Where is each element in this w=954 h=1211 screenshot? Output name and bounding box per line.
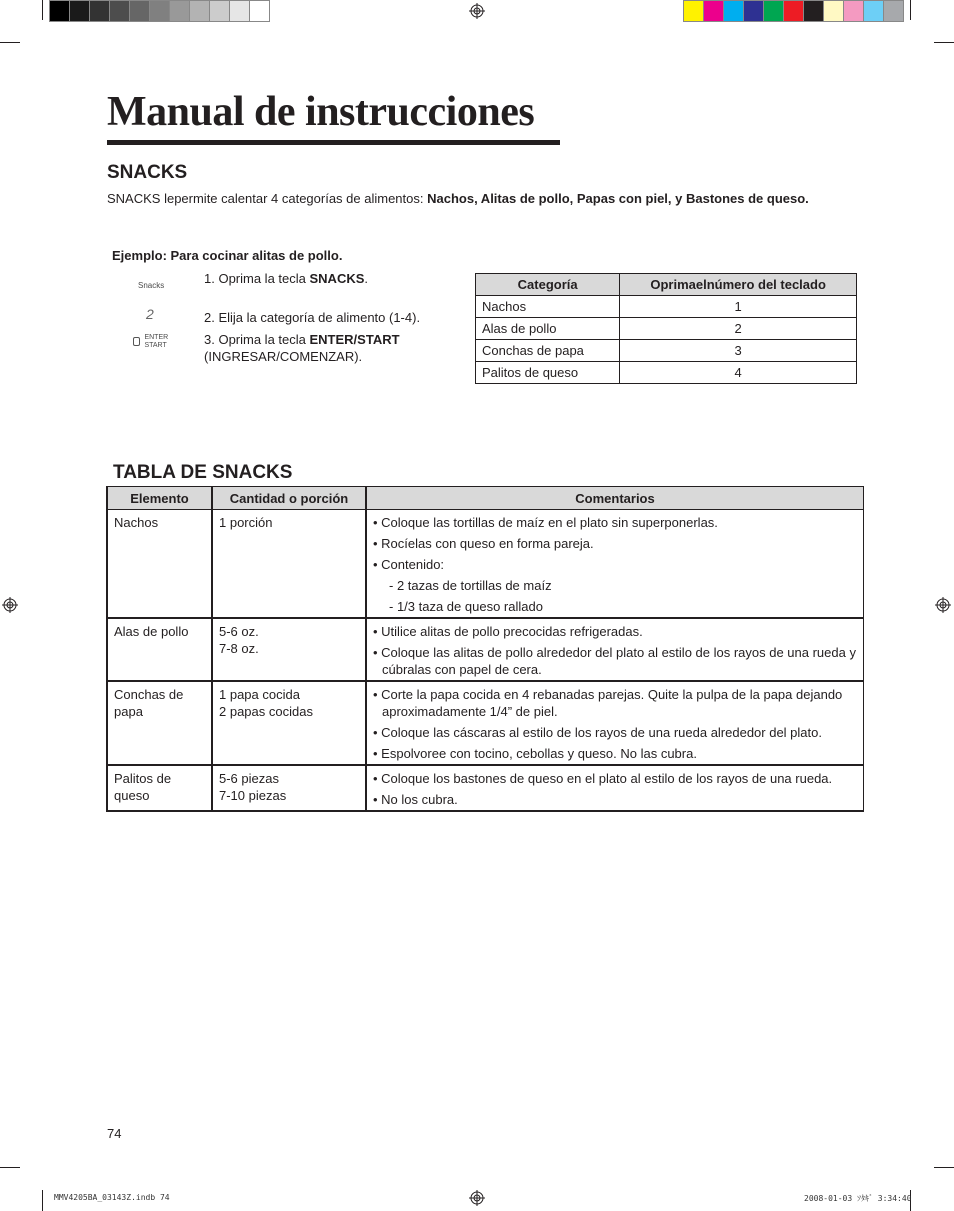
step-1-end: .: [364, 271, 369, 286]
category-cell: Conchas de papa: [476, 340, 620, 362]
crop-mark: [42, 0, 43, 20]
comment-line: • Corte la papa cocida en 4 rebanadas parejas. Quite la pulpa de la papa dejando aproximadamente 1/4” de piel.: [373, 687, 843, 719]
amount-cell: [212, 510, 366, 619]
amount-value: 7-10 piezas: [219, 788, 287, 803]
enter-start-key-icon: [133, 334, 168, 352]
category-cell: Nachos: [476, 296, 620, 318]
table-row: [107, 681, 864, 765]
color-swatch: [843, 0, 864, 22]
comment-line: • Utilice alitas de pollo precocidas refrigeradas.: [373, 624, 643, 639]
step-1-text: 1. Oprima la tecla: [204, 271, 310, 286]
crop-mark: [42, 1190, 43, 1211]
number-cell: 2: [620, 318, 857, 340]
amount-cell: [212, 618, 366, 681]
snacks-key-icon: Snacks: [138, 281, 165, 290]
category-header: Categoría: [476, 274, 620, 296]
comment-sub-line: - 1/3 taza de queso rallado: [389, 599, 543, 614]
table-row: [476, 362, 857, 384]
color-swatch: [109, 0, 130, 22]
comment-line: • Coloque las alitas de pollo alrededor del plato al estilo de los rayos de una rueda y cúbralas con papel de cera.: [373, 645, 856, 677]
page-title: Manual de instrucciones: [107, 89, 535, 135]
number-cell: 4: [620, 362, 857, 384]
example-label: Ejemplo: Para cocinar alitas de pollo.: [112, 248, 343, 263]
enter-label: ENTER: [144, 334, 169, 341]
color-swatch: [883, 0, 904, 22]
comment-line: • Contenido:: [373, 557, 445, 572]
item-cell: Palitos de queso: [107, 765, 212, 811]
snacks-intro-categories: Nachos, Alitas de pollo, Papas con piel, y Bastones de queso.: [427, 191, 809, 206]
number-cell: 3: [620, 340, 857, 362]
item-header: Elemento: [107, 487, 212, 510]
color-swatch: [863, 0, 884, 22]
color-swatch: [743, 0, 764, 22]
table-row: [476, 296, 857, 318]
comments-cell: [366, 681, 864, 765]
color-swatch: [683, 0, 704, 22]
registration-mark-icon: [2, 597, 18, 613]
snacks-heading: SNACKS: [107, 162, 188, 183]
keypad-number-header: Oprimaelnúmero del teclado: [620, 274, 857, 296]
step-3: [204, 331, 400, 365]
amount-cell: [212, 681, 366, 765]
table-row: [107, 510, 864, 619]
step-3-line-2: (INGRESAR/COMENZAR).: [204, 349, 363, 364]
item-cell: Conchas de papa: [107, 681, 212, 765]
table-row: [476, 340, 857, 362]
color-swatch: [703, 0, 724, 22]
category-cell: Palitos de queso: [476, 362, 620, 384]
table-row: [476, 318, 857, 340]
category-cell: Alas de pollo: [476, 318, 620, 340]
color-swatch: [763, 0, 784, 22]
crop-mark: [910, 0, 911, 20]
color-swatch: [803, 0, 824, 22]
category-table: [475, 273, 857, 384]
color-swatch: [49, 0, 70, 22]
table-row: [107, 765, 864, 811]
amount-value: 5-6 oz.: [219, 624, 259, 639]
comments-cell: [366, 618, 864, 681]
comment-line: • Espolvoree con tocino, cebollas y queso. No las cubra.: [373, 746, 697, 761]
color-swatch: [69, 0, 90, 22]
footer-timestamp: 2008-01-03 ｿﾀｷﾞ 3:34:40: [804, 1194, 912, 1203]
comments-cell: [366, 510, 864, 619]
comment-line: • Coloque los bastones de queso en el plato al estilo de los rayos de una rueda.: [373, 771, 833, 786]
registration-mark-icon: [935, 597, 951, 613]
number-cell: 1: [620, 296, 857, 318]
color-swatch: [149, 0, 170, 22]
step-1-key: SNACKS: [309, 271, 365, 286]
color-swatch: [723, 0, 744, 22]
number-two-key-icon: 2: [146, 306, 154, 322]
amount-value: 1 porción: [219, 515, 273, 530]
snack-table-heading: TABLA DE SNACKS: [113, 462, 293, 483]
table-row: [107, 618, 864, 681]
color-swatch: [209, 0, 230, 22]
amount-header: Cantidad o porción: [212, 487, 366, 510]
crop-mark: [0, 42, 20, 43]
color-swatch: [783, 0, 804, 22]
comment-line: • Rocíelas con queso en forma pareja.: [373, 536, 594, 551]
crop-mark: [934, 42, 954, 43]
comments-cell: [366, 765, 864, 811]
color-swatch: [229, 0, 250, 22]
snack-table: [106, 486, 864, 812]
comment-sub-line: - 2 tazas de tortillas de maíz: [389, 578, 552, 593]
start-label: START: [144, 342, 167, 349]
registration-mark-icon: [469, 3, 485, 19]
amount-cell: [212, 765, 366, 811]
registration-mark-icon: [469, 1190, 485, 1206]
color-swatch: [189, 0, 210, 22]
comments-header: Comentarios: [366, 487, 864, 510]
page-number: 74: [107, 1126, 122, 1141]
snacks-intro-text: SNACKS lepermite calentar 4 categorías de alimentos:: [107, 191, 428, 206]
title-underline: [107, 140, 560, 145]
amount-value: 2 papas cocidas: [219, 704, 313, 719]
step-3-key: ENTER/START: [309, 332, 400, 347]
item-cell: Nachos: [107, 510, 212, 619]
snacks-intro: [107, 190, 837, 208]
step-2: 2. Elija la categoría de alimento (1-4).: [204, 310, 421, 325]
amount-value: 7-8 oz.: [219, 641, 259, 656]
step-1: [204, 270, 368, 287]
gray-swatch-bar: [50, 0, 270, 21]
color-swatch: [169, 0, 190, 22]
footer-file-info: MMV4205BA_03143Z.indb 74: [54, 1193, 170, 1202]
step-3-text: 3. Oprima la tecla: [204, 332, 310, 347]
crop-mark: [934, 1167, 954, 1168]
comment-line: • Coloque las cáscaras al estilo de los rayos de una rueda alrededor del plato.: [373, 725, 822, 740]
color-swatch-bar: [684, 0, 904, 21]
item-cell: Alas de pollo: [107, 618, 212, 681]
color-swatch: [89, 0, 110, 22]
amount-value: 1 papa cocida: [219, 687, 300, 702]
comment-line: • Coloque las tortillas de maíz en el plato sin superponerlas.: [373, 515, 718, 530]
color-swatch: [823, 0, 844, 22]
comment-line: • No los cubra.: [373, 792, 458, 807]
color-swatch: [129, 0, 150, 22]
color-swatch: [249, 0, 270, 22]
crop-mark: [0, 1167, 20, 1168]
amount-value: 5-6 piezas: [219, 771, 279, 786]
